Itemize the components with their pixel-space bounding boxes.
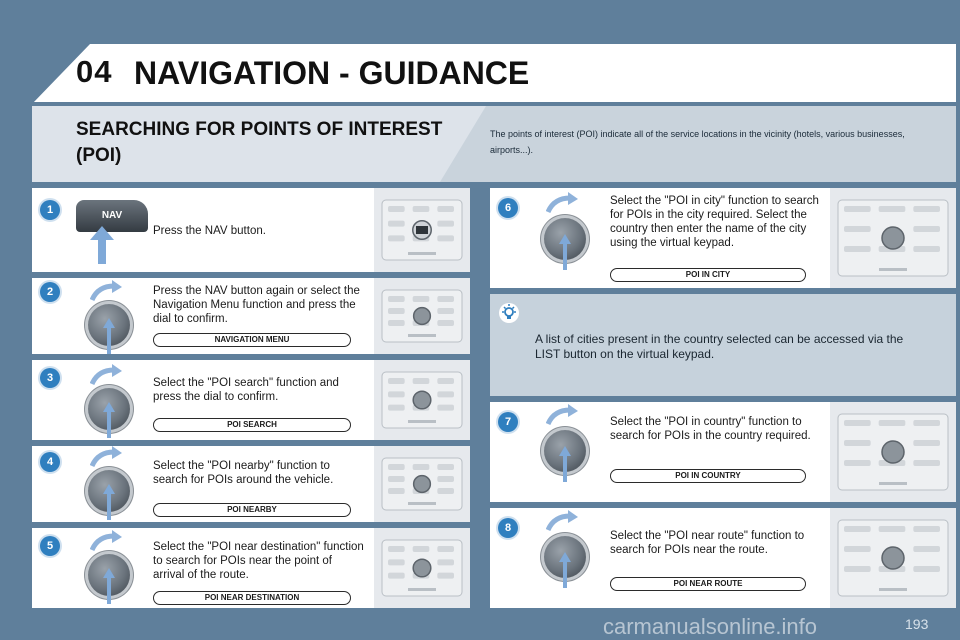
chapter-title: NAVIGATION - GUIDANCE (134, 55, 530, 91)
console-panel-6 (830, 188, 956, 288)
section-title: SEARCHING FOR POINTS OF INTEREST (POI) (76, 119, 443, 166)
menu-label-poi-nearby: POI NEARBY (153, 503, 351, 517)
page-number: 193 (905, 616, 929, 632)
section-intro: The points of interest (POI) indicate all of the service locations in the vicinity (hotels, various businesses, airports...). (490, 129, 905, 155)
step-number-badge: 2 (40, 282, 60, 302)
console-panel-2 (374, 278, 470, 354)
step-number-badge: 3 (40, 368, 60, 388)
press-arrow-icon (103, 318, 115, 354)
menu-label-navigation-menu: NAVIGATION MENU (153, 333, 351, 347)
watermark: carmanualsonline.info (603, 614, 818, 639)
rotate-arrow-icon (90, 364, 122, 386)
press-arrow-icon (103, 402, 115, 438)
press-arrow-icon (559, 234, 571, 270)
console-panel-7 (830, 402, 956, 502)
console-drawing (374, 446, 470, 522)
step-number-badge: 4 (40, 452, 60, 472)
step-text-2: Press the NAV button again or select the Navigation Menu function and press the dial to confirm. (153, 285, 360, 325)
step-text-5: Select the "POI near destination" function to search for POIs near the point of arrival of the route. (153, 541, 364, 581)
tip-icon (498, 302, 520, 324)
press-arrow-icon (103, 484, 115, 520)
console-drawing (374, 360, 470, 440)
step-card-8 (490, 508, 830, 608)
rotate-arrow-icon (546, 404, 578, 426)
menu-label-poi-near-destination: POI NEAR DESTINATION (153, 591, 351, 605)
step-text-3: Select the "POI search" function and press the dial to confirm. (153, 377, 339, 403)
press-arrow-icon (559, 552, 571, 588)
press-arrow-icon (559, 446, 571, 482)
nav-button-illustration: NAV (76, 200, 148, 232)
rotate-arrow-icon (90, 446, 122, 468)
press-arrow-icon (90, 226, 114, 264)
press-arrow-icon (103, 568, 115, 604)
rotate-arrow-icon (546, 192, 578, 214)
step-number-badge: 8 (498, 518, 518, 538)
console-drawing (374, 528, 470, 608)
rotate-arrow-icon (90, 530, 122, 552)
console-panel-1 (374, 188, 470, 272)
console-panel-4 (374, 446, 470, 522)
step-number-badge: 7 (498, 412, 518, 432)
tip-text: A list of cities present in the country selected can be accessed via the LIST button on the virtual keypad. (535, 332, 904, 361)
rotate-arrow-icon (90, 280, 122, 302)
step-number-badge: 5 (40, 536, 60, 556)
menu-label-poi-in-city: POI IN CITY (610, 268, 806, 282)
step-text-1: Press the NAV button. (153, 225, 266, 237)
step-text-4: Select the "POI nearby" function to search for POIs around the vehicle. (153, 460, 334, 486)
step-number-badge: 6 (498, 198, 518, 218)
console-panel-3 (374, 360, 470, 440)
rotate-arrow-icon (546, 510, 578, 532)
console-panel-5 (374, 528, 470, 608)
chapter-number: 04 (76, 54, 113, 89)
console-drawing (830, 402, 956, 502)
step-text-7: Select the "POI in country" function to search for POIs in the country required. (610, 416, 811, 442)
menu-label-poi-near-route: POI NEAR ROUTE (610, 577, 806, 591)
console-panel-8 (830, 508, 956, 608)
step-text-8: Select the "POI near route" function to search for POIs near the route. (610, 530, 805, 556)
menu-label-poi-search: POI SEARCH (153, 418, 351, 432)
console-drawing (830, 508, 956, 608)
console-drawing (374, 188, 470, 272)
console-drawing (830, 188, 956, 288)
menu-label-poi-in-country: POI IN COUNTRY (610, 469, 806, 483)
step-number-badge: 1 (40, 200, 60, 220)
console-drawing (374, 278, 470, 354)
step-text-6: Select the "POI in city" function to search for POIs in the city required. Select the country then enter the name of the city using the virtual keypad. (610, 195, 819, 249)
